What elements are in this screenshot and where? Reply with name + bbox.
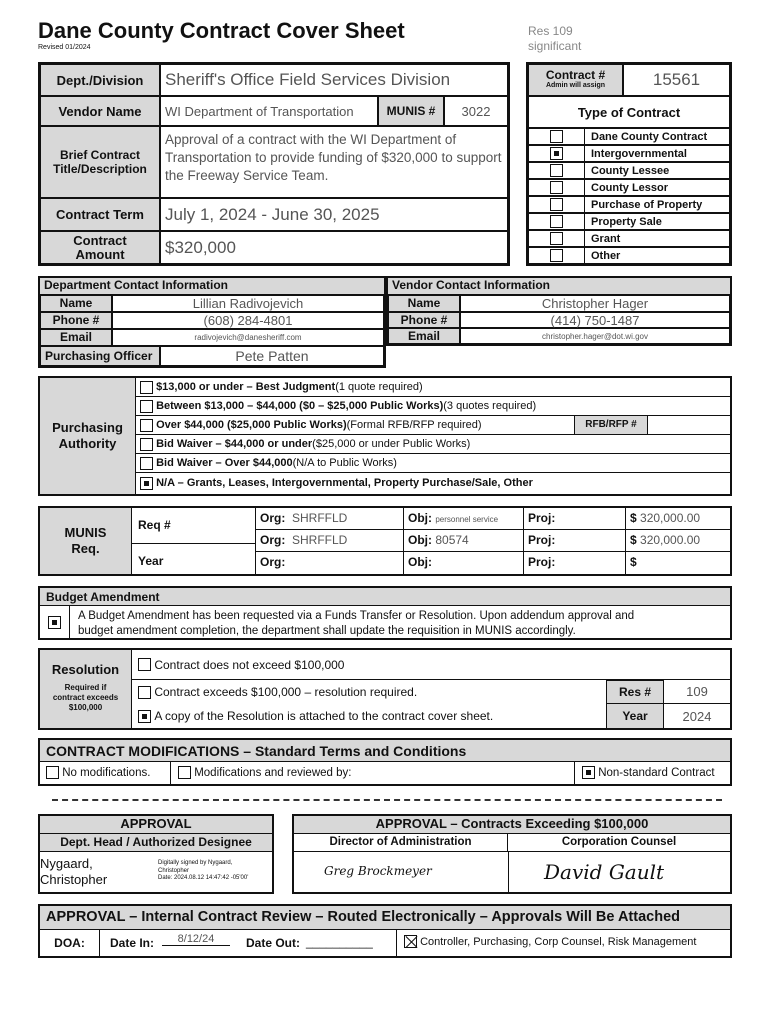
proj-label: Proj: [528,511,556,525]
term-label: Contract Term [40,198,160,231]
option-text: Non-standard Contract [598,766,715,779]
munis-req-block [38,506,732,576]
type-checkbox-7[interactable] [550,249,563,262]
revised-date: Revised 01/2024 [38,44,91,51]
munis-lines [256,508,730,574]
budget-text-line: budget amendment completion, the department shall update the requisition in MUNIS accordingly. [78,625,576,637]
type-checkbox-2[interactable] [550,164,563,177]
purchasing-checkbox[interactable] [140,400,153,413]
vendor-contact-block [386,276,732,346]
purchasing-options [136,378,730,493]
signer-name [40,856,107,888]
org-field[interactable]: SHRFFLD [292,533,348,547]
mod-opt3[interactable] [582,766,715,779]
type-label: Property Sale [591,215,662,228]
budget-heading: Budget Amendment [40,588,730,606]
option-text: A copy of the Resolution is attached to the contract cover sheet. [154,709,494,723]
divider [170,762,171,784]
digital-line: Date: 2024.08.12 14:47:42 -05'00' [158,875,249,881]
vendor-contact-heading: Vendor Contact Information [388,278,730,295]
budget-amendment-block [38,586,732,640]
option-bold: Bid Waiver – Over $44,000 [156,457,293,469]
mod-checkbox[interactable] [178,766,191,779]
type-label: County Lessee [591,164,670,177]
res-year-label: Year [606,704,664,728]
resolution-required-note [40,683,131,713]
obj-label: Obj: [408,511,432,525]
type-row[interactable] [528,196,730,213]
option-bold: N/A – Grants, Leases, Intergovernmental, Property Purchase/Sale, Other [156,477,533,489]
divider [574,762,575,784]
option-bold: Between $13,000 – $44,000 ($0 – $25,000 Public Works) [156,400,444,412]
type-checkbox-5[interactable] [550,215,563,228]
type-row[interactable] [528,179,730,196]
dept-name-field[interactable]: Lillian Radivojevich [112,295,384,312]
vendor-field[interactable]: WI Department of Transportation [160,96,378,126]
year-label: Year [132,544,256,574]
vendor-email-field[interactable]: christopher.hager@dot.wi.gov [460,328,730,344]
modifications-block [38,738,732,786]
divider [508,852,509,892]
purchasing-checkbox[interactable] [140,477,153,490]
purchasing-option-1[interactable] [136,397,730,416]
approval-over-block [292,814,732,894]
vendor-name-label: Name [388,295,460,312]
internal-review-heading: APPROVAL – Internal Contract Review – Routed Electronically – Approvals Will Be Attached [40,906,730,930]
obj-label: Obj: [408,533,432,547]
rfb-label: RFB/RFP # [574,416,648,434]
type-checkbox-3[interactable] [550,181,563,194]
main-info-block [38,62,510,266]
purchasing-authority-block [38,376,732,496]
type-row[interactable] [528,247,730,264]
digital-line: Digitally signed by Nygaard, [158,860,233,866]
contract-number-label: Contract # [545,68,606,82]
purchasing-checkbox[interactable] [140,457,153,470]
modifications-heading: CONTRACT MODIFICATIONS – Standard Terms and Conditions [40,740,730,762]
type-row[interactable] [528,230,730,247]
option-text: No modifications. [62,766,151,779]
obj-field[interactable]: 80574 [435,533,469,547]
digital-signature [158,860,248,883]
munis-field[interactable]: 3022 [444,96,508,126]
dept-contact-heading: Department Contact Information [40,278,384,295]
signer-line: Nygaard, [40,856,93,871]
option-rest: ($25,000 or under Public Works) [312,438,471,450]
dept-contact-block [38,276,386,368]
note-line1: Res 109 [528,24,573,38]
munis-line[interactable] [256,552,730,574]
vendor-email-label: Email [388,328,460,344]
dept-phone-label: Phone # [40,312,112,329]
res-number-field[interactable]: 109 [664,680,730,704]
amount-field[interactable]: 320,000.00 [640,511,701,525]
dept-name-label: Name [40,295,112,312]
purchasing-option-5[interactable] [136,473,730,493]
counsel-signature: David Gault [544,860,665,884]
mod-checkbox[interactable] [46,766,59,779]
digital-line: Christopher [158,867,190,874]
vendor-phone-label: Phone # [388,312,460,328]
option-bold: Bid Waiver – $44,000 or under [156,438,313,450]
routing-checkbox[interactable] [404,935,417,948]
org-field[interactable]: SHRFFLD [292,511,348,525]
resolution-checkbox[interactable] [138,658,151,671]
type-heading: Type of Contract [528,96,730,128]
purchasing-officer-label: Purchasing Officer [40,346,160,366]
resolution-block [38,648,732,730]
routing-text: Controller, Purchasing, Corp Counsel, Risk Management [420,935,697,948]
director-label: Director of Administration [294,834,508,852]
munis-line[interactable] [256,530,730,552]
note-line: contract exceeds [52,693,119,702]
internal-review-block [38,904,732,958]
org-label: Org: [260,533,286,547]
type-label: Dane County Contract [591,130,708,143]
munis-label: MUNIS # [378,96,444,126]
director-signature: Greg Brockmeyer [324,864,432,878]
contract-number-label-cell [528,64,623,96]
dept-phone-field[interactable]: (608) 284-4801 [112,312,384,329]
purchasing-officer-field[interactable]: Pete Patten [160,346,384,366]
amount-field[interactable]: $320,000 [160,231,508,264]
purchasing-checkbox[interactable] [140,419,153,432]
amount-symbol: $ [630,511,637,525]
dept-email-field[interactable]: radivojevich@danesheriff.com [112,329,384,346]
res-number-label: Res # [606,680,664,704]
obj-label: Obj: [408,555,432,569]
type-checkbox-1[interactable] [550,147,563,160]
note-line2: significant [528,39,582,53]
dept-field[interactable]: Sheriff's Office Field Services Division [160,64,508,96]
type-label: Intergovernmental [591,147,687,160]
dashed-divider [52,799,722,801]
amount-field[interactable]: 320,000.00 [640,533,701,547]
resolution-label-cell [40,650,132,728]
resolution-opt2[interactable] [132,680,606,704]
type-checkbox-4[interactable] [550,198,563,211]
divider [396,930,397,956]
page-title: Dane County Contract Cover Sheet [38,18,405,43]
type-label: Purchase of Property [591,198,703,211]
date-out-label: Date Out: [246,936,300,950]
dept-email-label: Email [40,329,112,346]
contract-number-field[interactable]: 15561 [623,64,730,96]
purchasing-checkbox[interactable] [140,438,153,451]
purchasing-option-3[interactable] [136,435,730,454]
signer-line: Christopher [40,872,108,887]
contract-type-block [526,62,732,266]
purchasing-option-2[interactable] [136,416,730,435]
option-text: Contract does not exceed $100,000 [154,657,345,672]
brief-label: Brief Contract Title/Description [40,126,160,198]
type-row[interactable] [528,213,730,230]
req-label: Req # [132,508,256,544]
routing-option[interactable] [404,935,696,948]
obj-field[interactable]: personnel service [435,515,499,524]
vendor-name-field[interactable]: Christopher Hager [460,295,730,312]
vendor-phone-field[interactable]: (414) 750-1487 [460,312,730,328]
option-bold: $13,000 or under – Best Judgment [156,381,336,393]
amount-label: Contract Amount [40,231,160,264]
amount-symbol: $ [630,533,637,547]
type-checkbox-6[interactable] [550,232,563,245]
option-bold: Over $44,000 ($25,000 Public Works) [156,419,347,431]
budget-text [78,609,634,639]
mod-opt1[interactable] [46,766,150,779]
doa-label: DOA: [40,930,100,956]
resolution-label: Resolution [51,662,120,677]
type-label: Grant [591,232,621,245]
type-label: County Lessor [591,181,669,194]
purchasing-option-0[interactable] [136,378,730,397]
munis-req-label: MUNIS Req. [40,508,132,574]
admin-note: Admin will assign [545,82,606,89]
purchasing-authority-label: Purchasing Authority [40,378,136,494]
amount-symbol: $ [630,555,637,569]
option-rest: (1 quote required) [335,381,423,393]
type-row[interactable] [528,145,730,162]
option-rest: (Formal RFB/RFP required) [346,419,482,431]
budget-checkbox-cell [40,606,70,638]
approval-over-heading: APPROVAL – Contracts Exceeding $100,000 [294,816,730,834]
option-rest: (N/A to Public Works) [292,457,397,469]
date-in-label: Date In: [110,936,155,950]
counsel-label: Corporation Counsel [508,834,730,852]
res-year-field[interactable]: 2024 [682,708,712,724]
mod-opt2[interactable] [178,766,351,779]
type-row[interactable] [528,162,730,179]
munis-line[interactable] [256,508,730,530]
date-in-field[interactable]: 8/12/24 [162,933,230,946]
vendor-label: Vendor Name [40,96,160,126]
type-list [528,128,730,264]
proj-label: Proj: [528,555,556,569]
org-label: Org: [260,511,286,525]
budget-checkbox[interactable] [48,616,61,629]
approval-block [38,814,274,894]
note-line: Required if [64,683,107,692]
option-rest: (3 quotes required) [443,400,537,412]
approval-sub: Dept. Head / Authorized Designee [40,834,272,852]
brief-field[interactable]: Approval of a contract with the WI Department of Transportation to provide funding of $320,000 to support the Freeway Service Team. [160,126,508,198]
note-line: $100,000 [68,703,103,712]
resolution-opt1[interactable] [132,650,730,680]
purchasing-option-4[interactable] [136,454,730,473]
budget-text-line: A Budget Amendment has been requested via a Funds Transfer or Resolution. Upon addendum approval and [78,610,635,622]
term-field[interactable]: July 1, 2024 - June 30, 2025 [160,198,508,231]
type-label: Other [591,249,621,262]
resolution-checkbox[interactable] [138,710,151,723]
approval-heading: APPROVAL [40,816,272,834]
resolution-opt3[interactable] [132,704,606,728]
type-row[interactable] [528,128,730,145]
date-out-field[interactable]: __________ [306,935,373,949]
option-text: Modifications and reviewed by: [194,766,352,779]
org-label: Org: [260,555,286,569]
type-checkbox-0[interactable] [550,130,563,143]
purchasing-checkbox[interactable] [140,381,153,394]
mod-checkbox[interactable] [582,766,595,779]
proj-label: Proj: [528,533,556,547]
resolution-checkbox[interactable] [138,686,151,699]
dept-label: Dept./Division [40,64,160,96]
option-text: Contract exceeds $100,000 – resolution required. [154,685,418,699]
